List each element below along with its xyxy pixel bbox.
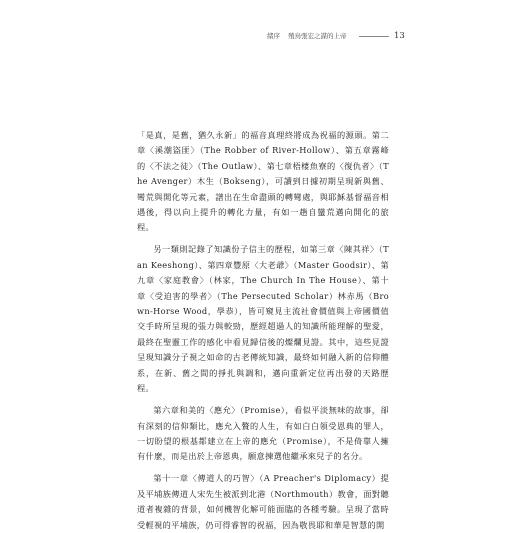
paragraph-2: 另一類則記錄了知識份子信主的歷程，如第三章〈陳其祥〉（Tan Keeshong）、第四章豐原〈大老爺〉（Master Goodsir）、第九章〈家庭教會〉（林家，The Church In The House）、第十章〈受迫害的學者〉（The Persecuted Scholar）林赤馬（Brown-Horse Wood，學恭），皆可窺見主流社會價值與上帝國價值交手時所呈現的張力與較勁，歷經超過人的知識所能理解的聖愛，最終在聖靈工作的感化中看見歸信後的燦爛見證。其中，這些見證呈現知識分子視之如命的古老傳統知識，最終如何融入新的信仰體系，在新、舊之間的掙扎與調和，邁向重新定位再出發的天路歷程。 <box>137 244 389 394</box>
running-head <box>0 30 520 44</box>
paragraph-3: 第六章和美的〈應允〉（Promise），看似平淡無味的故事，卻有深刻的信仰類比，應允入贅的人生，有如白白領受恩典的罪人，一切盼望的根基都建立在上帝的應允（Promise），不是倚靠人擁有什麼，而是出於上帝恩典，願意揀選他繼承來兒子的名分。 <box>137 405 389 462</box>
body-text <box>137 128 389 533</box>
page-number: 13 <box>394 31 405 41</box>
running-head-section: 緒序 <box>267 32 280 40</box>
running-head-title: 殖鳥張宏之謀的上帝 <box>288 32 347 40</box>
paragraph-4: 第十一章〈傳道人的巧智〉（A Preacher's Diplomacy）提及平埔族傳道人宋先生被派到北港（Northmouth）教會，面對聽道者複雜的背景，如何機智化解可能面臨的各種考驗。呈現了當時受輕視的平埔族，仍可得睿智的祝福，因為敬畏耶和華是智慧的開 <box>137 473 389 530</box>
paragraph-1: 「是真，是舊，猶久永新」的福音真理終將成為祝福的源頭。第二章〈溪潮盜匪〉（The Robber of River-Hollow）、第五章霧峰的〈不法之徒〉（The Outlaw）、第七章梧棲魚寮的〈復仇者〉（The Avenger）木生（Bokseng），可讀到日據初期呈現新與舊、彎荒與開化等元素，譜出在生命盡頭的轉彎處，與耶穌基督福音相遇後，得以向上提升的轉化力量，有如一趟自蠻荒邁向開化的旅程。 <box>137 130 389 233</box>
running-head-rule <box>359 36 389 37</box>
